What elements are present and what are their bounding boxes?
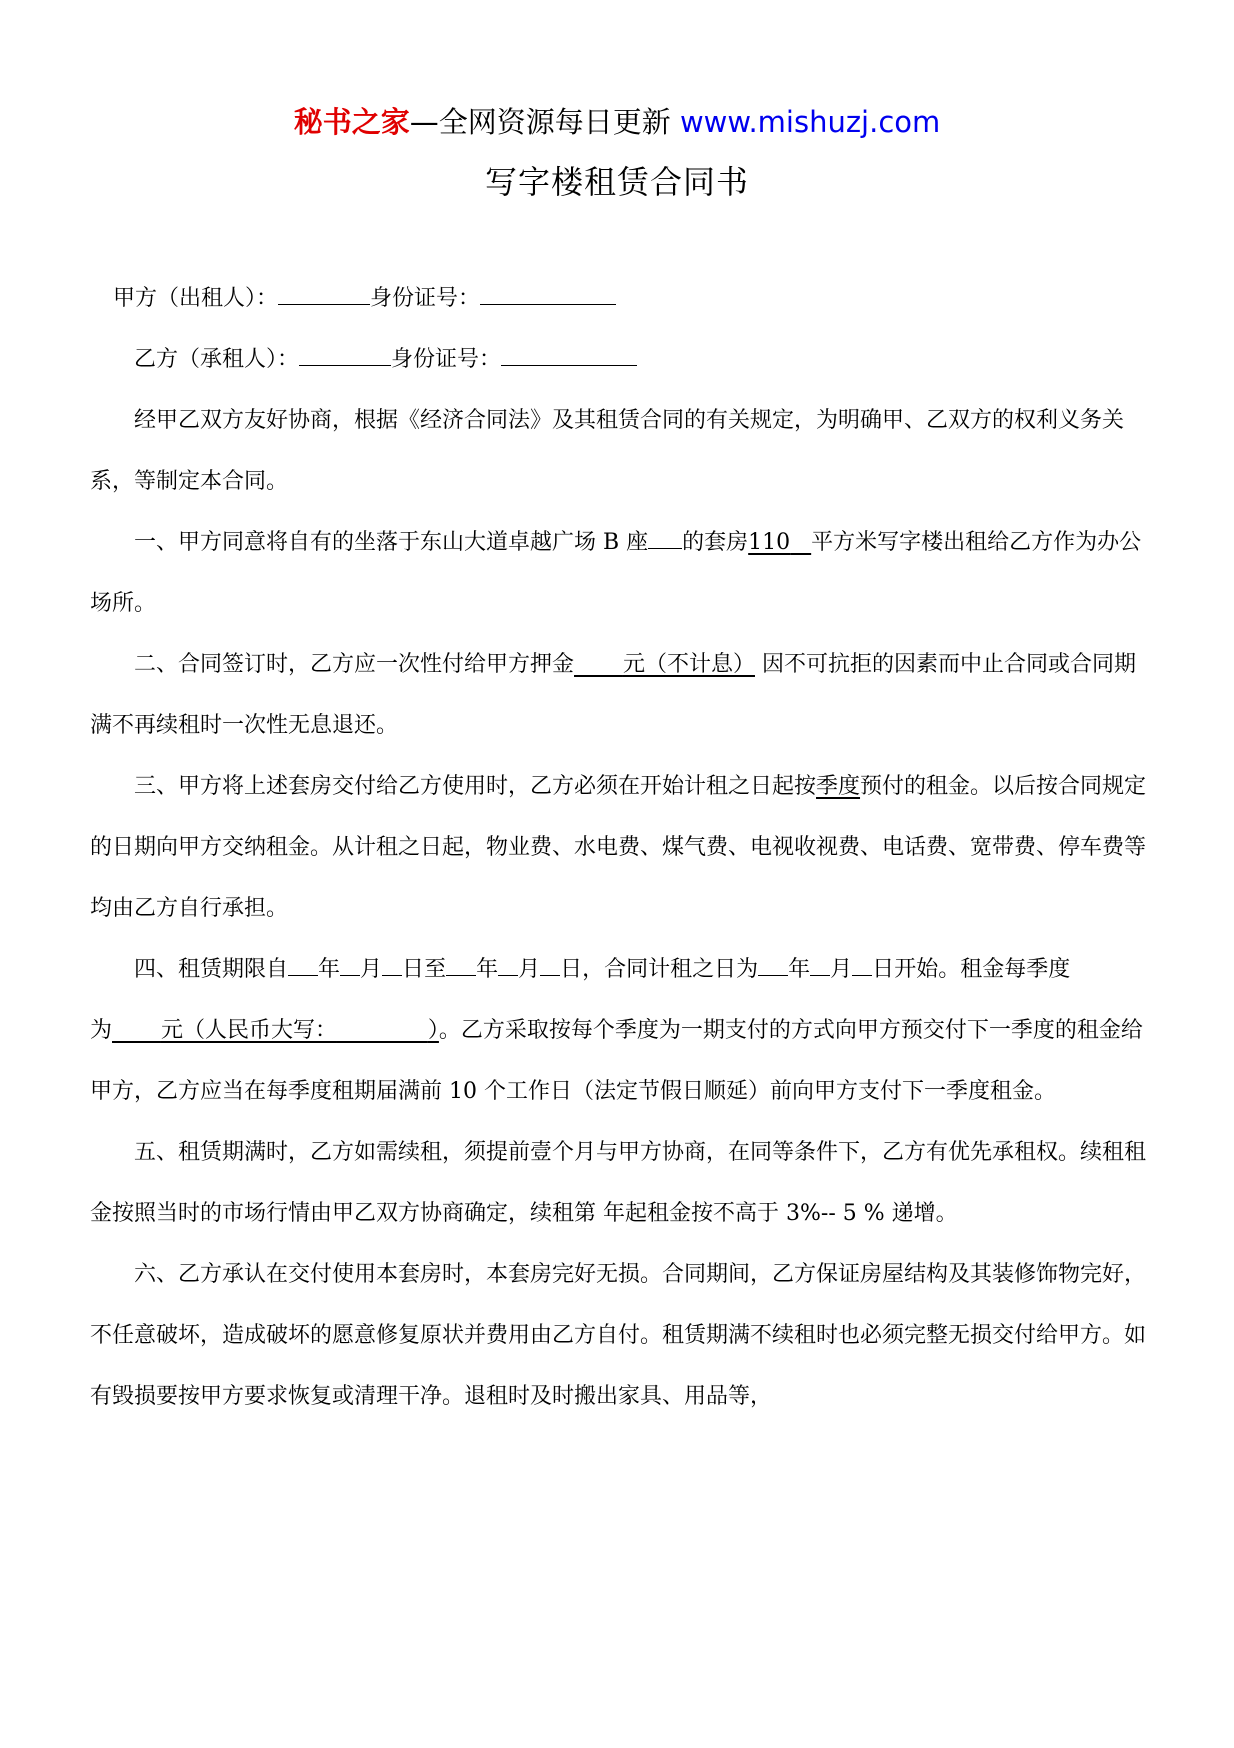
clause-3-text-b: 预付的租金。以后按合同规定的日期向甲方交纳租金。从计租之日起，物业费、水电费、煤气费、电视收视费、电话费、宽带费、停车费等均由乙方自行承担。 [90, 774, 1147, 921]
clause-2-text-a: 二、合同签订时，乙方应一次性付给甲方押金 [134, 652, 575, 677]
clause-4-text-d: 。乙方采取按每个季度为一期支付的方式向甲方预交付下一季度的租金给甲方，乙方应当在每季度租期届满前 10 个工作日（法定节假日顺延）前向甲方支付下一季度租金。 [90, 1018, 1143, 1104]
year-label: 年 [788, 957, 811, 982]
clause-5: 五、租赁期满时，乙方如需续租，须提前壹个月与甲方协商，在同等条件下，乙方有优先承租权。续租租金按照当时的市场行情由甲乙双方协商确定，续租第 年起租金按不高于 3%-- 5 % 递增。 [90, 1140, 1147, 1226]
clause-2-text-b: 因不可抗拒的因素而中止合同或合同期满不再续租时一次性无息退还。 [90, 652, 1136, 738]
party-a-id-blank [480, 281, 616, 305]
clause-4 [90, 939, 1150, 1122]
site-banner [0, 102, 1234, 142]
deposit-field: 元（不计息） [622, 652, 755, 677]
brand-name: 秘书之家 [293, 105, 410, 139]
clause-4-text-a: 四、租赁期限自 [134, 957, 289, 982]
quarterly-rent-field: 元（人民币大写： ） [160, 1018, 439, 1043]
month-label: 月 [830, 957, 853, 982]
banner-slogan: —全网资源每日更新 [409, 105, 680, 139]
party-b-name-blank [299, 342, 391, 366]
year-label: 年 [318, 957, 341, 982]
document-title: 写字楼租赁合同书 [484, 163, 749, 201]
document-body [90, 268, 1150, 1427]
day-label: 日 [872, 957, 895, 982]
party-a-label: 甲方（出租人）： [113, 286, 279, 311]
start-year-blank [288, 952, 318, 976]
clause-2 [90, 634, 1150, 756]
end-year-blank [446, 952, 476, 976]
party-a-id-label: 身份证号： [370, 286, 481, 311]
clause-3-text-a: 三、甲方将上述套房交付给乙方使用时，乙方必须在开始计租之日起按 [134, 774, 817, 799]
billing-month-blank [810, 952, 830, 976]
clause-1 [90, 512, 1150, 634]
party-a-name-blank [278, 281, 370, 305]
clause-4-text-b: ，合同计租之日为 [582, 957, 759, 982]
party-a-line [90, 268, 1150, 329]
area-value: 110 [748, 530, 791, 555]
party-b-label: 乙方（承租人）： [134, 347, 300, 372]
intro-paragraph: 经甲乙双方友好协商，根据《经济合同法》及其租赁合同的有关规定，为明确甲、乙双方的权利义务关系，等制定本合同。 [90, 408, 1125, 494]
clause-1-text-b: 的套房 [682, 530, 749, 555]
year-label: 年 [476, 957, 499, 982]
start-month-blank [340, 952, 360, 976]
clause-3 [90, 756, 1150, 939]
party-b-line [90, 329, 1150, 390]
payment-period: 季度 [816, 774, 861, 799]
end-day-blank [540, 952, 560, 976]
month-label: 月 [360, 957, 383, 982]
start-day-blank [382, 952, 402, 976]
day-label: 日 [402, 957, 425, 982]
clause-6: 六、乙方承认在交付使用本套房时，本套房完好无损。合同期间，乙方保证房屋结构及其装修饰物完好，不任意破坏，造成破坏的愿意修复原状并费用由乙方自付。租赁期满不续租时也必须完整无损交付给甲方。如有毁损要按甲方要求恢复或清理干净。退租时及时搬出家具、用品等， [90, 1262, 1147, 1409]
clause-4-text-c: 开始。租金每季度为 [90, 957, 1071, 1043]
floor-blank [648, 525, 682, 549]
site-url-link[interactable]: www.mishuzj.com [679, 105, 941, 139]
party-b-id-label: 身份证号： [391, 347, 502, 372]
to-label: 至 [424, 957, 447, 982]
party-b-id-blank [501, 342, 637, 366]
end-month-blank [498, 952, 518, 976]
clause-1-text-c: 平方米写字楼出租给乙方作为办公场所。 [90, 530, 1142, 616]
billing-day-blank [852, 952, 872, 976]
billing-year-blank [758, 952, 788, 976]
month-label: 月 [518, 957, 541, 982]
day-label: 日 [560, 957, 583, 982]
clause-1-text-a: 一、甲方同意将自有的坐落于东山大道卓越广场 B 座 [134, 530, 649, 555]
